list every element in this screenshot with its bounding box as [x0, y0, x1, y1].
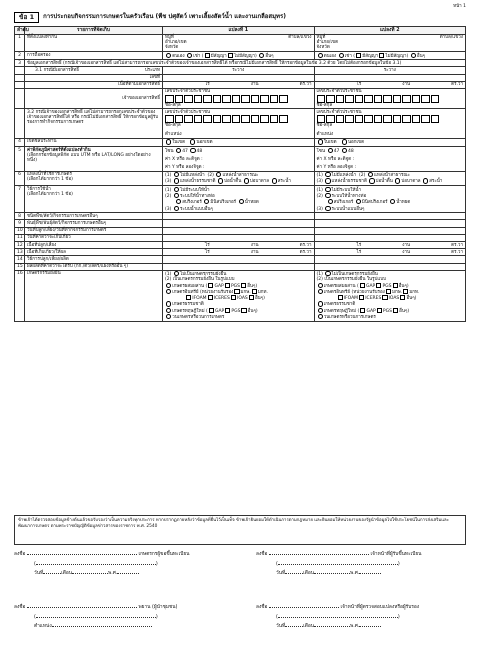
- row-label: การถือครอง: [25, 52, 163, 60]
- table-row: 13 เนื้อที่เก็บเกี่ยว/ให้ผล ไร่ งาน ตร.วา ไร่ งาน ตร.วา: [15, 249, 466, 256]
- table-row: 7 วิธีการใช้น้ำ (เลือกได้มากกว่า 1 ข้อ) (1) ไม่มีระบบให้น้ำ (2) ระบบให้น้ำทางท่อ สปริงเกอร์ มินิสปริงเกอร์ น้ำหยด (3) ระบบน้ำแบบอื่นๆ (1) ไม่มีระบบให้น้ำ (2) ระบบให้น้ำทางท่อ สปริงเกอร์ มินิสปริงเกอร์ น้ำหยด (3) ระบบน้ำแบบอื่นๆ: [15, 186, 466, 213]
- row-label: ข้อมูลเอกสารสิทธิ์ (กรณีเจ้าของเอกสารสิทธิ์ แต่ไม่สามารถกรอกเลขประจำตัวของเจ้าของเอกสารสิทธิ์ได้ หรือกรณีไม่มีเอกสารสิทธิ์ ให้กรอกข้อมูลในข้อ 3.2 ด้วย โดยไม่ต้องกรอกข้อมูลในข้อ 3.1): [25, 60, 466, 67]
- plot2-certifier[interactable]: เลขประจำตัวประชาชน ชื่อ-สกุล ตำแหน่ง: [314, 109, 466, 139]
- radio-icon[interactable]: [187, 53, 192, 58]
- checkbox-icon[interactable]: [379, 53, 384, 58]
- farmer-signature[interactable]: ลงชื่อ เกษตรกรผู้ขอขึ้นทะเบียน ( ) วันที่ เดือน พ.ศ.: [14, 552, 190, 577]
- plot1-doc-no[interactable]: [163, 74, 315, 81]
- table-row: เจ้าของเอกสารสิทธิ์ เลขประจำตัวประชาชน ชื่อ-สกุล เลขประจำตัวประชาชน ชื่อ-สกุล: [15, 88, 466, 108]
- table-row: 6 แหล่งน้ำที่ใช้การเกษตร (เลือกได้มากกว่า 1 ข้อ) (1) ไม่มีแหล่งน้ำ (2) แหล่งน้ำสาธารณะ (3) แหล่งน้ำธรรมชาติ บ่อน้ำตื้น บ่อบาดาล สระน้ำ (1) ไม่มีแหล่งน้ำ (2) แหล่งน้ำสาธารณะ (3) แหล่งน้ำธรรมชาติ บ่อน้ำตื้น บ่อบาดาล สระน้ำ: [15, 171, 466, 186]
- radio-icon[interactable]: [411, 53, 416, 58]
- table-row: 11 วันที่คาดว่าจะเก็บเกี่ยว: [15, 234, 466, 241]
- checkbox-icon[interactable]: [356, 53, 361, 58]
- table-row: 5 ค่าพิกัดภูมิศาสตร์ที่ตั้งแปลงทำกิน (เลือกกรอกข้อมูลพิกัด แบบ UTM หรือ LAT/LONG อย่างใดอย่างหนึ่ง) โซน 47 48 ค่า X หรือ ละติจูด : ค่า Y หรือ ลองจิจูด : โซน 47 48 ค่า X หรือ ละติจูด : ค่า Y หรือ ลองจิจูด :: [15, 147, 466, 172]
- table-row: 3.2 กรณีเจ้าของเอกสารสิทธิ์ แต่ไม่สามารถกรอกเลขประจำตัวของเจ้าของเอกสารสิทธิ์ได้ หรือ กรณีไม่มีเอกสารสิทธิ์ ให้กรอกข้อมูลผู้รับรองการทำกิจกรรมการเกษตร เลขประจำตัวประชาชน ชื่อ-สกุล ตำแหน่ง เลขประจำตัวประชาชน ชื่อ-สกุล ตำแหน่ง: [15, 109, 466, 139]
- plot1-water-source[interactable]: (1) ไม่มีแหล่งน้ำ (2) แหล่งน้ำสาธารณะ (3) แหล่งน้ำธรรมชาติ บ่อน้ำตื้น บ่อบาดาล สระน้ำ: [163, 171, 315, 186]
- plot1-ownership[interactable]: ตนเอง เช่า ( มีสัญญา ไม่มีสัญญา) อื่นๆ: [163, 52, 315, 60]
- plot2-water-method[interactable]: (1) ไม่มีระบบให้น้ำ (2) ระบบให้น้ำทางท่อ สปริงเกอร์ มินิสปริงเกอร์ น้ำหยด (3) ระบบน้ำแบบอื่นๆ: [314, 186, 466, 213]
- plot1-location[interactable]: หมู่ที่ ตำบล/แขวง อำเภอ/เขต จังหวัด: [163, 34, 315, 52]
- table-row: 1 ที่ตั้งแปลงทำกิน หมู่ที่ ตำบล/แขวง อำเภอ/เขต จังหวัด หมู่ที่ ตำบล/แขวง อำเภอ/เขต จังหวัด: [15, 34, 466, 52]
- radio-icon[interactable]: [339, 53, 344, 58]
- table-row: 4 เขตชลประทาน ในเขต นอกเขต ในเขต นอกเขต: [15, 138, 466, 146]
- section-number: ข้อ 1: [14, 12, 39, 23]
- signature-section: [14, 550, 466, 632]
- col-plot2-header: แปลงที่ 2: [314, 27, 466, 35]
- table-row: 14 วิธีการปลูก/เลี้ยง/ผลิต: [15, 256, 466, 263]
- table-row: 2 การถือครอง ตนเอง เช่า ( มีสัญญา ไม่มีสัญญา) อื่นๆ ตนเอง เช่า ( มีสัญญา ไม่มีสัญญา) อื่นๆ: [15, 52, 466, 60]
- table-row: 12 เนื้อที่ปลูก/เลี้ยง ไร่ งาน ตร.วา ไร่ งาน ตร.วา: [15, 242, 466, 249]
- plot2-doc-type[interactable]: ระวาง: [314, 67, 466, 74]
- table-row: 8 ชนิดพืช/สัตว์/กิจกรรมการเกษตรอื่นๆ: [15, 213, 466, 220]
- plot2-owner[interactable]: เลขประจำตัวประชาชน ชื่อ-สกุล: [314, 88, 466, 108]
- col-no-header: ลำดับ: [15, 27, 25, 35]
- plot1-coords[interactable]: โซน 47 48 ค่า X หรือ ละติจูด : ค่า Y หรือ ลองจิจูด :: [163, 147, 315, 172]
- col-item-header: รายการที่จัดเก็บ: [25, 27, 163, 35]
- certification-note: ข้าพเจ้าได้ตรวจสอบข้อมูลข้างต้นแล้วขอรับรองว่าเป็นความจริงทุกประการ หากปรากฏภายหลังว่าข้อมูลที่ยื่นไว้เป็นเท็จ ข้าพเจ้ายินยอมให้ดำเนินการตามกฎหมาย และยินยอมให้หน่วยงานของรัฐนำข้อมูลไปใช้ประโยชน์ในการส่งเสริมและพัฒนาการเกษตร ตามพระราชบัญญัติข้อมูลข่าวสารของราชการ พ.ศ. 2540: [14, 515, 466, 545]
- table-row: 9 พันธุ์พืช/พันธุ์สัตว์/กิจกรรมการเกษตรอื่นๆ: [15, 220, 466, 227]
- table-header-row: [15, 27, 466, 35]
- plot1-certifier[interactable]: เลขประจำตัวประชาชน ชื่อ-สกุล ตำแหน่ง: [163, 109, 315, 139]
- plot2-ownership[interactable]: ตนเอง เช่า ( มีสัญญา ไม่มีสัญญา) อื่นๆ: [314, 52, 466, 60]
- plot2-irrigation[interactable]: ในเขต นอกเขต: [314, 138, 466, 146]
- section-header: [14, 12, 466, 23]
- plot2-location[interactable]: หมู่ที่ ตำบล/แขวง อำเภอ/เขต จังหวัด: [314, 34, 466, 52]
- plot2-doc-area[interactable]: ไร่ งาน ตร.วา: [314, 81, 466, 88]
- officer-signature[interactable]: ลงชื่อ เจ้าหน้าที่ผู้รับขึ้นทะเบียน ( ) วันที่ เดือน พ.ศ.: [256, 552, 422, 577]
- plot2-water-source[interactable]: (1) ไม่มีแหล่งน้ำ (2) แหล่งน้ำสาธารณะ (3) แหล่งน้ำธรรมชาติ บ่อน้ำตื้น บ่อบาดาล สระน้ำ: [314, 171, 466, 186]
- table-row: เนื้อที่ตามเอกสารสิทธิ์ ไร่ งาน ตร.วา ไร่ งาน ตร.วา: [15, 81, 466, 88]
- plot2-sustainable[interactable]: (1) ไม่เป็นเกษตรกรรมยั่งยืน (2) เป็นเกษตรกรรมยั่งยืน ในรูปแบบ เกษตรผสมผสาน ( GAP PGS อื่นๆ) เกษตรอินทรีย์ (หน่วยงานรับรอง มกษ. มกท. IFOAM ICERES IOAS อื่นๆ) เกษตรธรรมชาติ เกษตรทฤษฎีใหม่ ( GAP PGS อื่นๆ) วนเกษตรหรือวนการเกษตร: [314, 270, 466, 321]
- radio-icon[interactable]: [259, 53, 264, 58]
- plot1-irrigation[interactable]: ในเขต นอกเขต: [163, 138, 315, 146]
- plot1-sustainable[interactable]: (1) ไม่เป็นเกษตรกรรมยั่งยืน (2) เป็นเกษตรกรรมยั่งยืน ในรูปแบบ เกษตรผสมผสาน ( GAP PGS อื่นๆ) เกษตรอินทรีย์ (หน่วยงานรับรอง มกษ. มกท. IFOAM ICERES IOAS อื่นๆ) เกษตรธรรมชาติ เกษตรทฤษฎีใหม่ ( GAP PGS อื่นๆ) วนเกษตรหรือวนการเกษตร: [163, 270, 315, 321]
- page-number: หน้า 1: [453, 4, 466, 9]
- radio-icon[interactable]: [318, 53, 323, 58]
- certifier-signature[interactable]: ลงชื่อ พยาน (ผู้นำชุมชน) ( ) ตำแหน่ง: [14, 604, 178, 630]
- plot1-doc-type[interactable]: ระวาง: [163, 67, 315, 74]
- table-row: 10 วันที่ปลูก/เลี้ยง/วันที่ทำกิจกรรมการเกษตร: [15, 227, 466, 234]
- table-row: เลขที่: [15, 74, 466, 81]
- col-plot1-header: แปลงที่ 1: [163, 27, 315, 35]
- row-label: ที่ตั้งแปลงทำกิน: [25, 34, 163, 52]
- table-row: 15 ผลผลิตที่คาดว่าจะได้รับ (กก./ตัว/ลิตร/แผงหรืออื่น ๆ): [15, 263, 466, 270]
- plot1-water-method[interactable]: (1) ไม่มีระบบให้น้ำ (2) ระบบให้น้ำทางท่อ สปริงเกอร์ มินิสปริงเกอร์ น้ำหยด (3) ระบบน้ำแบบอื่นๆ: [163, 186, 315, 213]
- plot2-doc-no[interactable]: [314, 74, 466, 81]
- plot2-coords[interactable]: โซน 47 48 ค่า X หรือ ละติจูด : ค่า Y หรือ ลองจิจูด :: [314, 147, 466, 172]
- checkbox-icon[interactable]: [228, 53, 233, 58]
- farm-activity-table: [14, 26, 466, 322]
- table-row: 16 เกษตรกรรมยั่งยืน (1) ไม่เป็นเกษตรกรรมยั่งยืน (2) เป็นเกษตรกรรมยั่งยืน ในรูปแบบ เกษตรผสมผสาน ( GAP PGS อื่นๆ) เกษตรอินทรีย์ (หน่วยงานรับรอง มกษ. มกท. IFOAM ICERES IOAS อื่นๆ) เกษตรธรรมชาติ เกษตรทฤษฎีใหม่ ( GAP PGS อื่นๆ) วนเกษตรหรือวนการเกษตร (1) ไม่เป็นเกษตรกรรมยั่งยืน (2) เป็นเกษตรกรรมยั่งยืน ในรูปแบบ เกษตรผสมผสาน ( GAP PGS อื่นๆ) เกษตรอินทรีย์ (หน่วยงานรับรอง มกษ. มกท. IFOAM ICERES IOAS อื่นๆ) เกษตรธรรมชาติ เกษตรทฤษฎีใหม่ ( GAP PGS อื่นๆ) วนเกษตรหรือวนการเกษตร: [15, 270, 466, 321]
- radio-icon[interactable]: [166, 53, 171, 58]
- checker-signature[interactable]: ลงชื่อ เจ้าหน้าที่ผู้ตรวจสอบแปลงหรือผู้รับรอง ( ) วันที่ เดือน พ.ศ.: [256, 604, 420, 630]
- plot1-owner[interactable]: เลขประจำตัวประชาชน ชื่อ-สกุล: [163, 88, 315, 108]
- table-row: 3 ข้อมูลเอกสารสิทธิ์ (กรณีเจ้าของเอกสารสิทธิ์ แต่ไม่สามารถกรอกเลขประจำตัวของเจ้าของเอกสารสิทธิ์ได้ หรือกรณีไม่มีเอกสารสิทธิ์ ให้กรอกข้อมูลในข้อ 3.2 ด้วย โดยไม่ต้องกรอกข้อมูลในข้อ 3.1): [15, 60, 466, 67]
- section-title: การประกอบกิจกรรมการเกษตรในครัวเรือน (พืช ปศุสัตว์ เพาะเลี้ยงสัตว์น้ำ และงานเกลือสมุทร): [43, 13, 286, 21]
- plot1-doc-area[interactable]: ไร่ งาน ตร.วา: [163, 81, 315, 88]
- table-row: 3.1 กรณีมีเอกสารสิทธิ์ ประเภท ระวาง ระวาง: [15, 67, 466, 74]
- checkbox-icon[interactable]: [205, 53, 210, 58]
